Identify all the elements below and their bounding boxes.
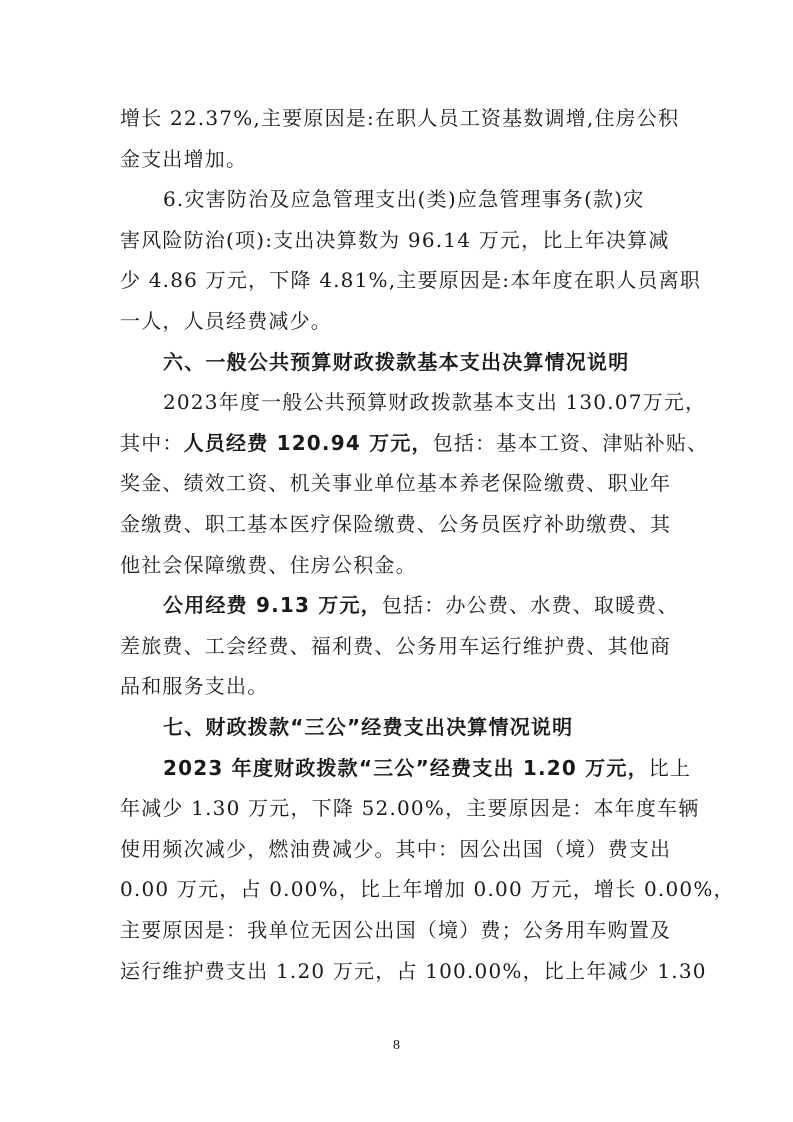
text-line: 他社会保障缴费、住房公积金。 [120,553,417,577]
text-line: 运行维护费支出 1.20 万元，占 100.00%，比上年减少 1.30 [120,959,707,983]
text-line: 使用频次减少，燃油费减少。其中：因公出国（境）费支出 [120,837,672,861]
text-line: 增长 22.37%,主要原因是:在职人员工资基数调增,住房公积 [120,106,680,130]
bold-text: 人员经费 120.94 万元， [183,431,433,455]
page-number: 8 [393,1038,400,1053]
text-span: 包括：办公费、水费、取暖费、 [381,593,679,617]
text-span: 包括：基本工资、津贴补贴、 [432,431,709,455]
text-line: 年减少 1.30 万元，下降 52.00%，主要原因是：本年度车辆 [120,796,700,820]
bold-text: 公用经费 9.13 万元， [163,593,382,617]
text-line: 2023年度一般公共预算财政拨款基本支出 130.07万元， [163,390,707,414]
text-line: 主要原因是：我单位无因公出国（境）费；公务用车购置及 [120,918,672,942]
section-heading: 六、一般公共预算财政拨款基本支出决算情况说明 [163,350,630,374]
text-line [163,582,680,628]
text-line: 6.灾害防治及应急管理支出(类)应急管理事务(款)灾 [163,187,645,211]
text-span: 比上 [648,756,692,780]
text-line: 品和服务支出。 [120,674,269,698]
text-line: 奖金、绩效工资、机关事业单位基本养老保险缴费、职业年 [120,471,672,495]
text-line: 差旅费、工会经费、福利费、公务用车运行维护费、其他商 [120,634,672,658]
text-line: 金缴费、职工基本医疗保险缴费、公务员医疗补助缴费、其 [120,512,672,536]
text-line: 金支出增加。 [120,147,248,171]
text-line: 害风险防治(项):支出决算数为 96.14 万元，比上年决算减 [120,228,670,252]
text-line: 0.00 万元，占 0.00%，比上年增加 0.00 万元，增长 0.00%， [120,877,735,901]
text-span: 其中： [120,431,184,455]
section-heading: 七、财政拨款“三公”经费支出决算情况说明 [163,715,574,739]
text-line: 一人，人员经费减少。 [120,309,332,333]
text-line: 少 4.86 万元，下降 4.81%,主要原因是:本年度在职人员离职 [120,268,702,292]
bold-text: 2023 年度财政拨款“三公”经费支出 1.20 万元， [163,756,649,780]
